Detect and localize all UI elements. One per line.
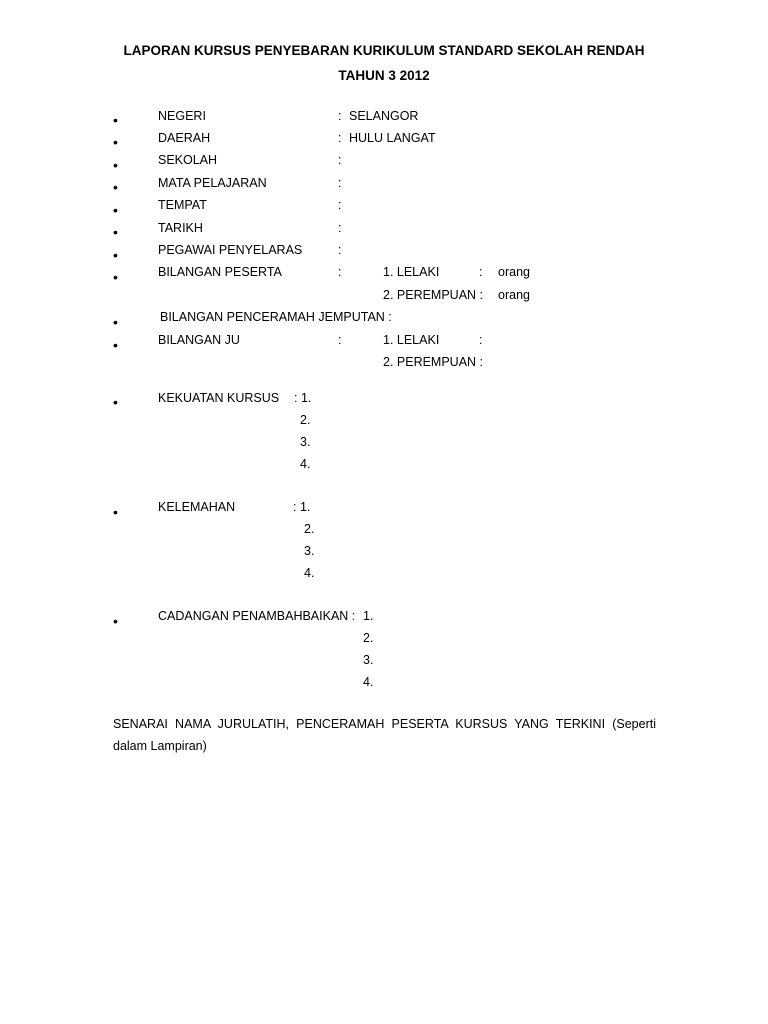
item-4: 4. — [304, 566, 315, 580]
lelaki-unit: orang — [498, 265, 530, 279]
field-colon: : — [338, 131, 342, 145]
field-colon: : — [338, 109, 342, 123]
field-colon: : — [338, 243, 342, 257]
field-value: HULU LANGAT — [349, 131, 436, 145]
field-colon: : — [338, 198, 342, 212]
bullet-icon — [113, 508, 121, 516]
bullet-icon — [113, 398, 121, 406]
item-2: 2. — [300, 413, 311, 427]
field-label: BILANGAN PESERTA — [158, 265, 282, 279]
bullet-icon — [113, 116, 121, 124]
perempuan-label: 2. PEREMPUAN : — [383, 355, 484, 369]
report-title-line2: TAHUN 3 2012 — [338, 68, 430, 83]
perempuan-unit: orang — [498, 288, 530, 302]
field-label: PEGAWAI PENYELARAS — [158, 243, 303, 257]
field-label: NEGERI — [158, 109, 206, 123]
item-1: : 1. — [294, 391, 312, 405]
field-colon: : — [338, 153, 342, 167]
field-value: SELANGOR — [349, 109, 419, 123]
item-3: 3. — [363, 653, 374, 667]
field-label: MATA PELAJARAN — [158, 176, 267, 190]
footer-note: SENARAI NAMA JURULATIH, PENCERAMAH PESERTA KURSUS YANG TERKINI (Seperti dalam Lampiran) — [113, 717, 656, 753]
lelaki-label: 1. LELAKI — [383, 333, 440, 347]
field-colon: : — [338, 176, 342, 190]
bullet-icon — [113, 183, 121, 191]
field-colon: : — [338, 221, 342, 235]
bullet-icon — [113, 341, 121, 349]
item-3: 3. — [300, 435, 311, 449]
bullet-icon — [113, 206, 121, 214]
perempuan-label: 2. PEREMPUAN : — [383, 288, 484, 302]
field-colon: : — [338, 333, 342, 347]
field-colon: : — [338, 265, 342, 279]
bullet-icon — [113, 251, 121, 259]
item-4: 4. — [300, 457, 311, 471]
bullet-icon — [113, 228, 121, 236]
field-label: BILANGAN JU — [158, 333, 240, 347]
bullet-icon — [113, 318, 121, 326]
bullet-icon — [113, 161, 121, 169]
lelaki-colon: : — [479, 333, 483, 347]
section-label: KELEMAHAN — [158, 500, 236, 514]
section-label: KEKUATAN KURSUS — [158, 391, 280, 405]
item-3: 3. — [304, 544, 315, 558]
field-label: DAERAH — [158, 131, 211, 145]
lelaki-label: 1. LELAKI — [383, 265, 440, 279]
item-1: : 1. — [293, 500, 311, 514]
section-label: CADANGAN PENAMBAHBAIKAN : — [158, 609, 356, 623]
bullet-icon — [113, 138, 121, 146]
item-2: 2. — [304, 522, 315, 536]
report-title-line1: LAPORAN KURSUS PENYEBARAN KURIKULUM STANDARD SEKOLAH RENDAH — [123, 43, 645, 58]
field-label: TEMPAT — [158, 198, 207, 212]
lelaki-colon: : — [479, 265, 483, 279]
field-label: TARIKH — [158, 221, 203, 235]
item-2: 2. — [363, 631, 374, 645]
item-1: 1. — [363, 609, 374, 623]
field-label: SEKOLAH — [158, 153, 218, 167]
bullet-icon — [113, 617, 121, 625]
bullet-icon — [113, 273, 121, 281]
field-label: BILANGAN PENCERAMAH JEMPUTAN : — [160, 310, 392, 324]
item-4: 4. — [363, 675, 374, 689]
